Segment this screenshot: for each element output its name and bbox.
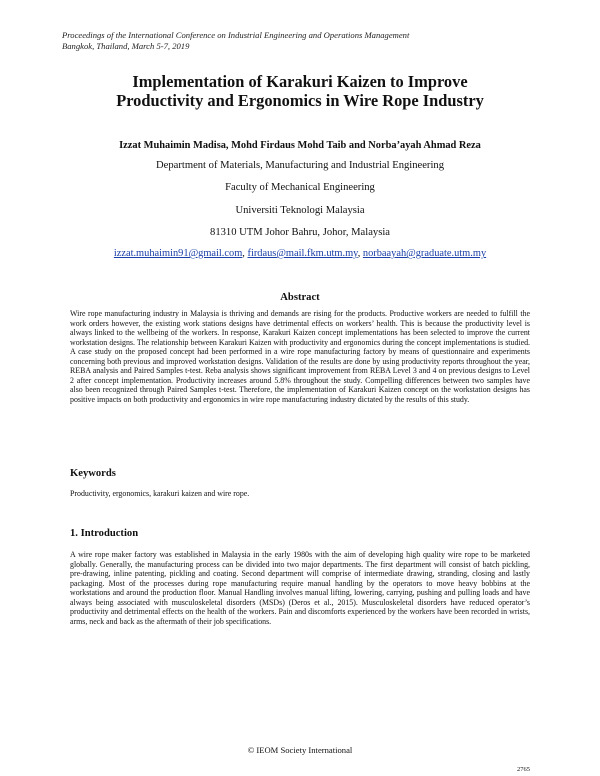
title-line-2: Productivity and Ergonomics in Wire Rope Industry [116, 91, 484, 110]
running-head [62, 30, 542, 51]
affiliation-department: Department of Materials, Manufacturing and Industrial Engineering [156, 160, 444, 171]
email-link-2[interactable]: firdaus@mail.fkm.utm.my [247, 248, 358, 259]
title-line-1: Implementation of Karakuri Kaizen to Improve [132, 72, 468, 91]
author-list: Izzat Muhaimin Madisa, Mohd Firdaus Mohd Taib and Norba’ayah Ahmad Reza [119, 140, 481, 151]
introduction-body: A wire rope maker factory was established in Malaysia in the early 1980s with the aim of developing high quality wire rope to be marketed globally. Generally, the manufacturing process can be divided into two major departments. The first department will consist of batch pickling, pre-drawing, inline patenting, pickling and coating. Second department will comprise of intermediate drawing, stranding, closing and lastly packaging. Most of the processes during rope manufacturing require manual handling by the operators to move heavy bobbins at the workstations and around the production floor. Manual Handling involves manual lifting, lowering, carrying, pushing and pulling loads and have always being associated with musculoskeletal disorders (MSDs) (Deros et al., 2015). Musculoskeletal disorders have reduced operator’s productivity and detrimental effects on the health of the workers. Pain and discomforts experienced by the workers have been recorded in wrists, arms, neck and back as the aftermath of their job specifications. [70, 550, 530, 626]
affiliation-address: 81310 UTM Johor Bahru, Johor, Malaysia [210, 227, 390, 238]
email-link-3[interactable]: norbaayah@graduate.utm.my [362, 248, 487, 259]
copyright-footer: © IEOM Society International [247, 745, 353, 755]
affiliation-university: Universiti Teknologi Malaysia [235, 205, 365, 216]
abstract-heading: Abstract [280, 292, 320, 303]
running-head-conference: Proceedings of the International Conference on Industrial Engineering and Operations Management [62, 30, 410, 40]
paper-title [40, 72, 560, 110]
abstract-body: Wire rope manufacturing industry in Malaysia is thriving and demands are rising for the products. Productive workers are needed to fulfill the work orders however, the existing work stations designs have detrimental effects on workers’ health. This is because the productivity level is always linked to the wellbeing of the workers. In response, Karakuri Kaizen concept implementations has been selected to improve the current workstation designs. The relationship between Karakuri Kaizen with productivity and ergonomics during the concept implementations is studied. A case study on the proposed concept had been performed in a wire rope manufacturing factory by means of questionnaire and experiments concerning both previous and improved workstation designs. Validation of the results are done by using productivity reports throughout the year, REBA analysis and Paired Samples t-test. Reba analysis shows significant improvement from REBA Level 3 and 4 on previous designs to Level 2 after concept implementation. Productivity increases around 5.8% throughout the study. Compelling differences between two samples have also been recognized through Paired Samples t-test. Therefore, the implementation of Karakuri Kaizen concept on the workstation designs has positive impacts on both productivity and ergonomics in wire rope manufacturing industry dictated by the results of this study. [70, 309, 530, 404]
running-head-location: Bangkok, Thailand, March 5-7, 2019 [62, 40, 190, 51]
affiliation-faculty: Faculty of Mechanical Engineering [225, 182, 375, 193]
introduction-heading: 1. Introduction [70, 528, 139, 539]
keywords-body: Productivity, ergonomics, karakuri kaizen and wire rope. [70, 489, 250, 498]
email-separator-2: , [357, 248, 363, 259]
email-link-1[interactable]: izzat.muhaimin91@gmail.com [113, 248, 243, 259]
page-number: 2765 [517, 766, 530, 773]
keywords-heading: Keywords [70, 468, 116, 479]
email-separator-1: , [242, 248, 248, 259]
author-emails [40, 248, 560, 259]
